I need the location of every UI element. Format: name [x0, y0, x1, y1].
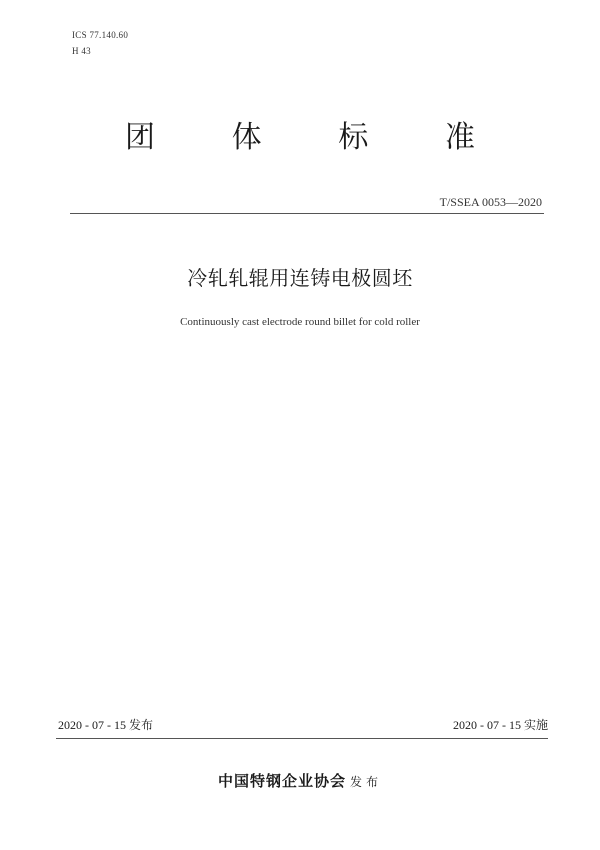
issuer-line: [0, 770, 600, 791]
implement-date: 2020 - 07 - 15 实施: [453, 718, 548, 732]
standard-type-char: 标: [338, 120, 369, 155]
standard-type-heading: [120, 112, 480, 156]
publish-date: 2020 - 07 - 15 发布: [58, 718, 153, 732]
standard-type-char: 体: [231, 120, 262, 155]
category-code: H 43: [72, 46, 91, 56]
standard-number: T/SSEA 0053—2020: [439, 195, 542, 209]
ics-code: ICS 77.140.60: [72, 30, 129, 40]
standard-type-char: 准: [444, 120, 475, 155]
issue-action: 发布: [350, 775, 383, 789]
bottom-divider: [56, 738, 548, 739]
standard-type-char: 团: [125, 120, 155, 155]
issuing-organization: 中国特钢企业协会: [217, 772, 346, 790]
document-title-chinese: 冷轧轧辊用连铸电极圆坯: [187, 266, 413, 290]
document-title-english: Continuously cast electrode round billet for cold roller: [180, 316, 420, 328]
top-divider: [70, 213, 544, 214]
